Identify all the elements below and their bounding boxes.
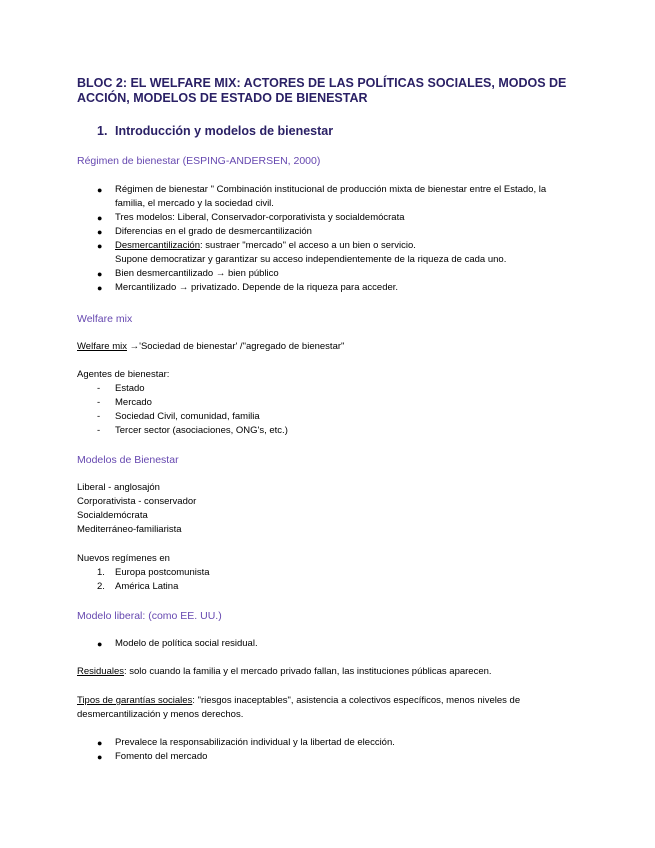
regimen-bullet-list (77, 183, 577, 295)
agents-label: Agentes de bienestar: (77, 369, 170, 380)
tipos-paragraph: Tipos de garantías sociales: "riesgos inaceptables", asistencia a colectivos específicos, menos niveles de desmercantilización y menos derechos. (77, 695, 521, 720)
list-item: - Estado (97, 383, 145, 394)
residuales-paragraph: Residuales: solo cuando la familia y el mercado privado fallan, las instituciones públicas aparecen. (77, 666, 492, 677)
bullet-marker: ● (97, 227, 103, 237)
agents-list (77, 382, 288, 438)
bullet-marker: ● (97, 269, 103, 279)
subheading-welfare-mix: Welfare mix (77, 313, 133, 325)
bullet-marker: ● (97, 752, 103, 762)
modelo-item: Liberal - anglosajón (77, 482, 160, 493)
list-item: ● Mercantilizado → privatizado. Depende de la riqueza para acceder. (97, 282, 399, 293)
bullet-marker: ● (97, 283, 103, 293)
modelo-item: Mediterráneo-familiarista (77, 524, 182, 535)
modelo-item: Corporativista - conservador (77, 496, 197, 507)
list-item: ● Prevalece la responsabilización individual y la libertad de elección. (97, 737, 395, 748)
list-item: ● Tres modelos: Liberal, Conservador-corporativista y socialdemócrata (97, 212, 405, 223)
term-desmercantilizacion: Desmercantilización (115, 240, 201, 251)
section-heading-introduccion (97, 123, 333, 139)
section-label: Introducción y modelos de bienestar (115, 124, 334, 138)
bullet-marker: ● (97, 738, 103, 748)
bullet-marker: ● (97, 241, 103, 251)
list-item: - Tercer sector (asociaciones, ONG's, etc.) (97, 425, 288, 436)
subheading-regimen: Régimen de bienestar (ESPING-ANDERSEN, 2000) (77, 155, 321, 167)
list-item: ● Diferencias en el grado de desmercantilización (97, 226, 312, 237)
list-item: ● Modelo de política social residual. (97, 638, 258, 649)
list-item: 1. Europa postcomunista (97, 567, 210, 578)
nuevos-list (77, 566, 210, 594)
dash-marker: - (97, 425, 101, 436)
term-tipos-garantias: Tipos de garantías sociales (77, 695, 193, 706)
subheading-modelo-liberal: Modelo liberal: (como EE. UU.) (77, 610, 222, 622)
subheading-modelos: Modelos de Bienestar (77, 454, 179, 466)
bullet-marker: ● (97, 639, 103, 649)
bullet-marker: ● (97, 185, 103, 195)
modelo-item: Socialdemócrata (77, 510, 148, 521)
term-residuales: Residuales (77, 666, 124, 677)
dash-marker: - (97, 397, 101, 408)
dash-marker: - (97, 383, 101, 394)
term-welfare-mix: Welfare mix (77, 341, 127, 352)
liberal-bullet-list (77, 637, 577, 651)
list-item: ● Bien desmercantilizado → bien público (97, 268, 279, 279)
list-item: - Sociedad Civil, comunidad, familia (97, 411, 260, 422)
modelos-list (77, 481, 577, 537)
document-title: BLOC 2: EL WELFARE MIX: ACTORES DE LAS POLÍTICAS SOCIALES, MODOS DE ACCIÓN, MODELOS DE ESTADO DE BIENESTAR (77, 76, 567, 105)
bullet-marker: ● (97, 213, 103, 223)
number-marker: 1. (97, 567, 105, 578)
nuevos-label: Nuevos regímenes en (77, 553, 170, 564)
dash-marker: - (97, 411, 101, 422)
section-number: 1. (97, 124, 108, 138)
list-item: ● Desmercantilización: sustraer "mercado" el acceso a un bien o servicio. Supone democratizar y garantizar su acceso independientemente de la riqueza de cada uno. (97, 240, 507, 265)
list-item: 2. América Latina (97, 581, 179, 592)
list-item: ● Fomento del mercado (97, 751, 208, 762)
number-marker: 2. (97, 581, 105, 592)
list-item: - Mercado (97, 397, 152, 408)
welfare-mix-definition: Welfare mix →'Sociedad de bienestar' /"agregado de bienestar" (77, 341, 345, 352)
list-item: ● Régimen de bienestar " Combinación institucional de producción mixta de bienestar entre el Estado, la familia, el mercado y la sociedad civil. (97, 184, 547, 209)
liberal-bullet-list-2 (77, 736, 577, 764)
